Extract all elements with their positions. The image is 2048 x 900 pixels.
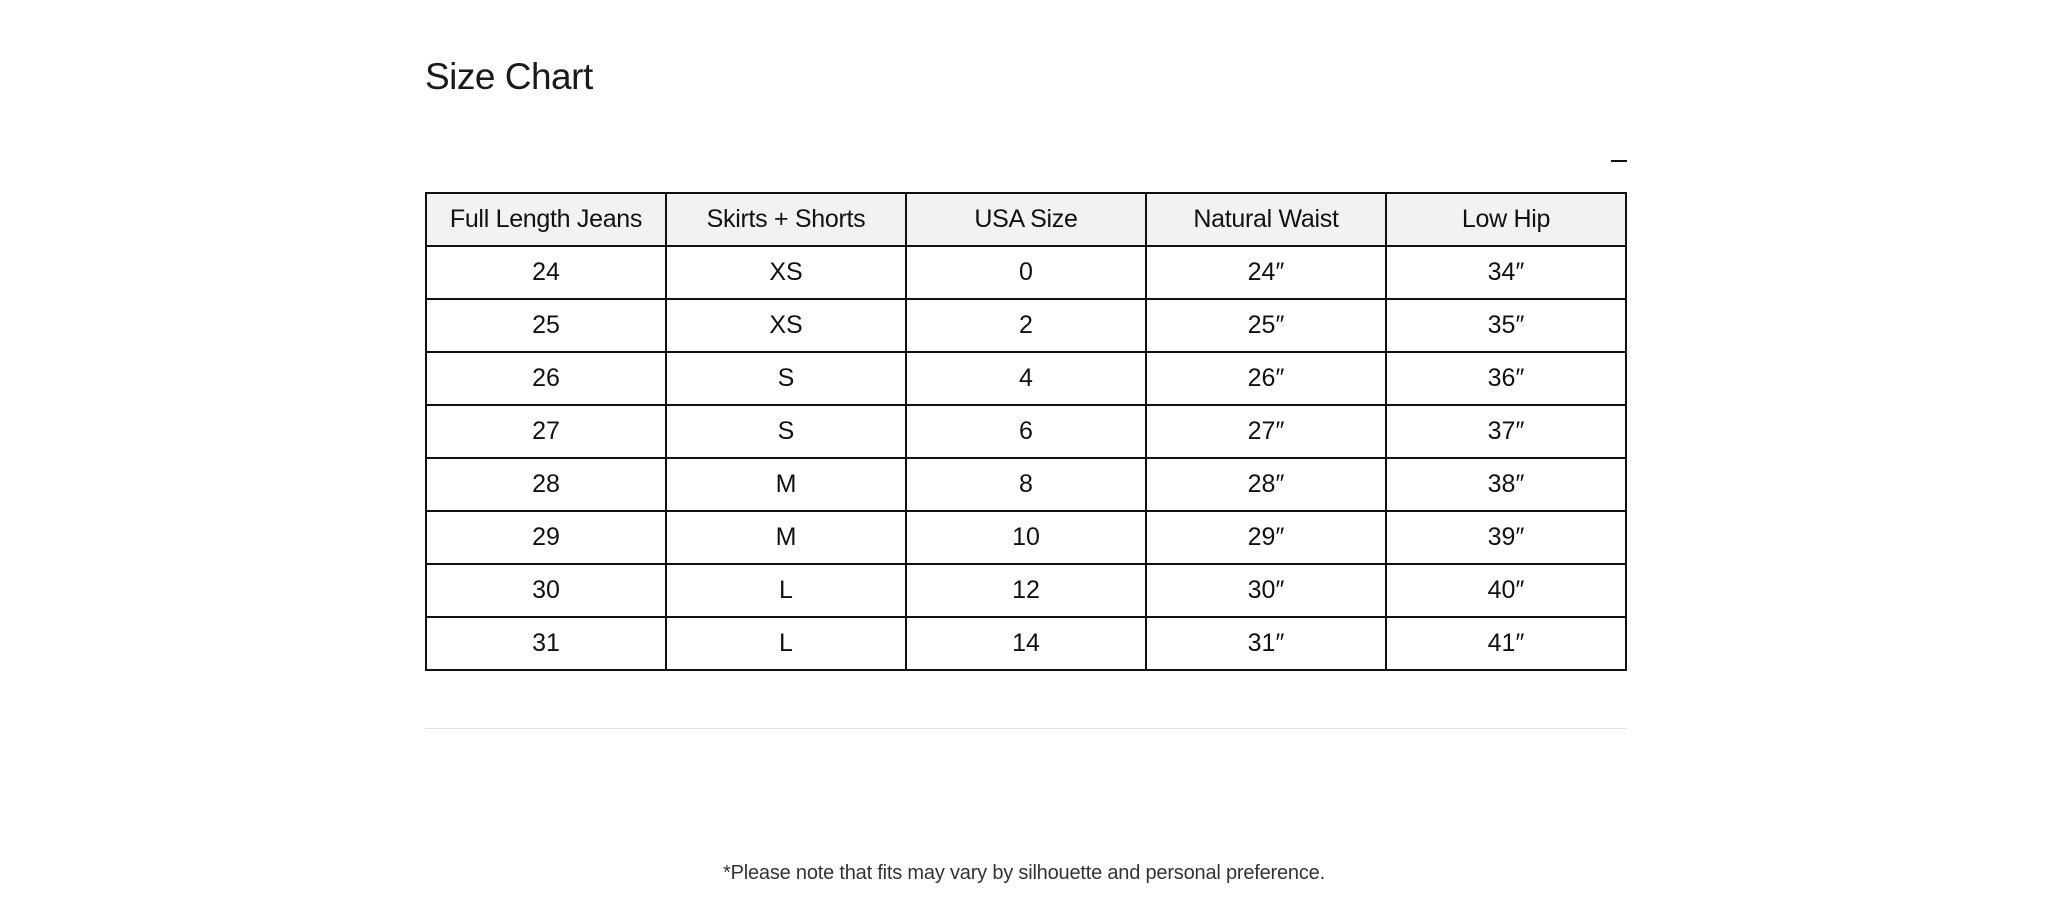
- cell-natural-waist: 26″: [1146, 352, 1386, 405]
- cell-usa-size: 12: [906, 564, 1146, 617]
- cell-low-hip: 41″: [1386, 617, 1626, 670]
- cell-natural-waist: 27″: [1146, 405, 1386, 458]
- cell-skirts-shorts-size: XS: [666, 299, 906, 352]
- cell-jeans-size: 31: [426, 617, 666, 670]
- table-row: [426, 352, 1626, 405]
- cell-skirts-shorts-size: XS: [666, 246, 906, 299]
- fit-note: *Please note that fits may vary by silhouette and personal preference.: [723, 862, 1325, 884]
- cell-skirts-shorts-size: L: [666, 564, 906, 617]
- cell-natural-waist: 24″: [1146, 246, 1386, 299]
- table-row: [426, 617, 1626, 670]
- cell-skirts-shorts-size: M: [666, 511, 906, 564]
- cell-skirts-shorts-size: S: [666, 352, 906, 405]
- cell-low-hip: 38″: [1386, 458, 1626, 511]
- cell-low-hip: 39″: [1386, 511, 1626, 564]
- cell-usa-size: 2: [906, 299, 1146, 352]
- cell-usa-size: 10: [906, 511, 1146, 564]
- cell-natural-waist: 28″: [1146, 458, 1386, 511]
- table-row: [426, 299, 1626, 352]
- column-header-skirts-shorts: Skirts + Shorts: [666, 193, 906, 246]
- size-table-header: [426, 193, 1626, 246]
- cell-jeans-size: 30: [426, 564, 666, 617]
- table-row: [426, 405, 1626, 458]
- cell-jeans-size: 29: [426, 511, 666, 564]
- cell-jeans-size: 25: [426, 299, 666, 352]
- column-header-usa-size: USA Size: [906, 193, 1146, 246]
- cell-natural-waist: 25″: [1146, 299, 1386, 352]
- cell-low-hip: 37″: [1386, 405, 1626, 458]
- cell-natural-waist: 31″: [1146, 617, 1386, 670]
- cell-skirts-shorts-size: S: [666, 405, 906, 458]
- cell-usa-size: 6: [906, 405, 1146, 458]
- cell-usa-size: 8: [906, 458, 1146, 511]
- table-row: [426, 458, 1626, 511]
- column-header-natural-waist: Natural Waist: [1146, 193, 1386, 246]
- cell-skirts-shorts-size: M: [666, 458, 906, 511]
- table-row: [426, 511, 1626, 564]
- cell-usa-size: 14: [906, 617, 1146, 670]
- cell-usa-size: 0: [906, 246, 1146, 299]
- cell-jeans-size: 26: [426, 352, 666, 405]
- cell-low-hip: 34″: [1386, 246, 1626, 299]
- cell-natural-waist: 30″: [1146, 564, 1386, 617]
- page-title: Size Chart: [425, 56, 593, 97]
- cell-low-hip: 40″: [1386, 564, 1626, 617]
- size-table-body: [426, 246, 1626, 670]
- header-row: [426, 193, 1626, 246]
- cell-natural-waist: 29″: [1146, 511, 1386, 564]
- cell-usa-size: 4: [906, 352, 1146, 405]
- minus-icon: [1611, 160, 1627, 162]
- table-row: [426, 564, 1626, 617]
- column-header-low-hip: Low Hip: [1386, 193, 1626, 246]
- cell-jeans-size: 28: [426, 458, 666, 511]
- cell-jeans-size: 27: [426, 405, 666, 458]
- size-table: [425, 192, 1627, 671]
- table-row: [426, 246, 1626, 299]
- cell-jeans-size: 24: [426, 246, 666, 299]
- cell-low-hip: 36″: [1386, 352, 1626, 405]
- column-header-full-length-jeans: Full Length Jeans: [426, 193, 666, 246]
- cell-skirts-shorts-size: L: [666, 617, 906, 670]
- collapse-toggle-button[interactable]: [1610, 152, 1628, 170]
- cell-low-hip: 35″: [1386, 299, 1626, 352]
- section-divider: [425, 728, 1627, 729]
